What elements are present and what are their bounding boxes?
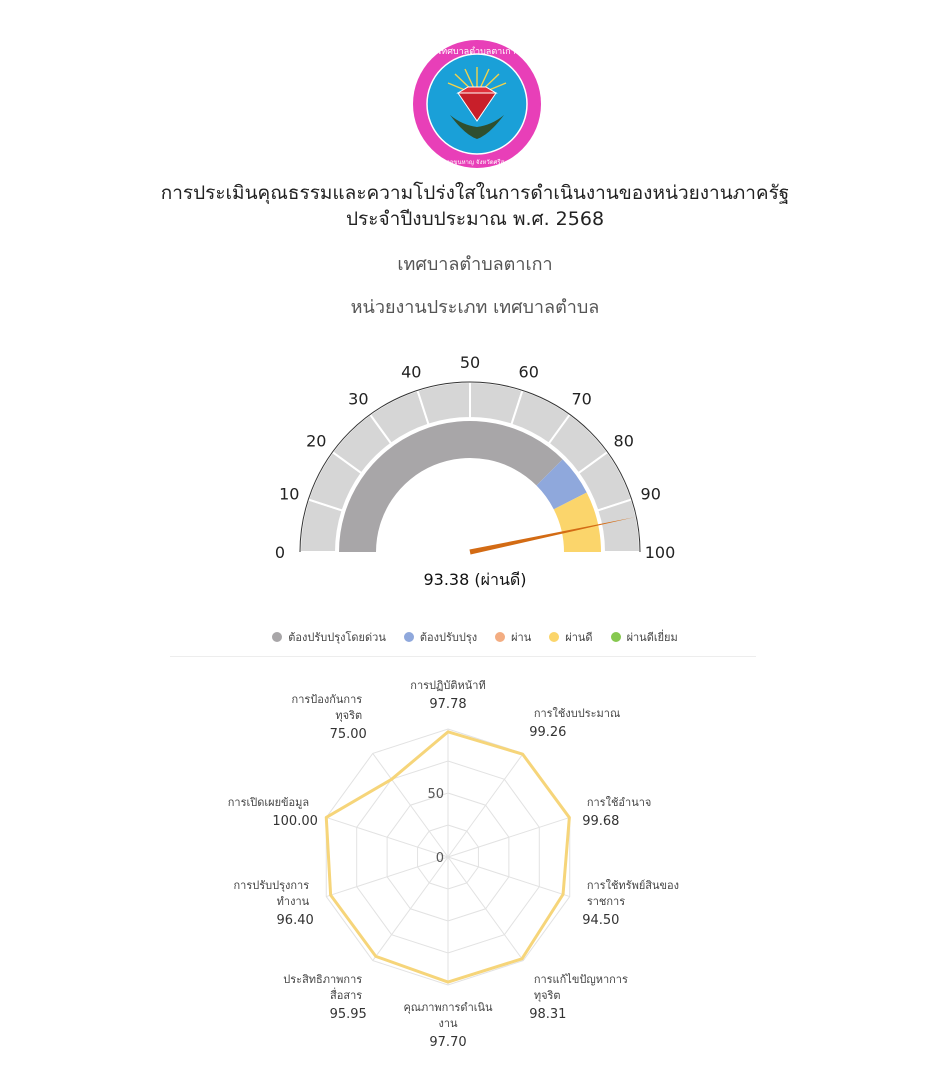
radar-axis-label (410, 680, 485, 712)
legend-item[interactable] (272, 628, 386, 646)
radar-axis-name: การใช้ทรัพย์สินของ (586, 879, 680, 893)
radar-axis-name: การใช้อำนาจ (586, 795, 652, 809)
radar-axis-name: งาน (438, 1017, 458, 1030)
legend-item[interactable] (495, 628, 531, 646)
radar-axis-value: 99.26 (529, 724, 567, 740)
legend-dot (611, 632, 621, 642)
gauge-tick-label: 50 (459, 353, 481, 372)
radar-axis-value: 97.78 (429, 697, 467, 712)
divider (170, 656, 756, 657)
radar-axis-name: ประสิทธิภาพการ (283, 973, 363, 987)
radar-axis-name: การป้องกันการ (291, 692, 363, 706)
gauge-legend (0, 628, 950, 646)
legend-label: ผ่าน (511, 631, 532, 644)
radar-axis-value: 75.00 (329, 726, 367, 742)
gauge-tick-label: 20 (306, 431, 327, 451)
legend-item[interactable] (549, 628, 592, 646)
radar-axis-label (529, 707, 620, 740)
radar-axis-label (582, 879, 679, 928)
score-gauge (270, 345, 690, 565)
radar-axis-value: 95.95 (329, 1007, 367, 1023)
municipality-logo (410, 37, 544, 171)
svg-text:เทศบาลตำบลตาเกา: เทศบาลตำบลตาเกา (438, 47, 516, 57)
legend-label: ต้องปรับปรุง (419, 631, 478, 644)
legend-label: ผ่านดี (565, 631, 593, 644)
radar-axis-label (228, 796, 318, 829)
legend-label: ผ่านดีเยี่ยม (626, 631, 678, 644)
radar-axis-label (292, 693, 367, 742)
radar-axis-name: สื่อสาร (330, 989, 363, 1003)
radar-axis-name: ทำงาน (276, 895, 310, 909)
radar-spoke (448, 857, 523, 961)
gauge-tick-label: 40 (401, 362, 422, 382)
legend-dot (495, 632, 505, 642)
legend-dot (404, 632, 414, 642)
radar-axis-name: การปฏิบัติหน้าที่ (410, 680, 486, 692)
gauge-tick-label: 100 (644, 543, 676, 562)
organization-name: เทศบาลตำบลตาเกา (397, 254, 553, 275)
organization-type: หน่วยงานประเภท เทศบาลตำบล (350, 297, 600, 318)
title-line-2: ประจำปีงบประมาณ พ.ศ. 2568 (345, 208, 605, 230)
radar-axis-name: ทุจริต (533, 989, 561, 1003)
legend-dot (549, 632, 559, 642)
legend-item[interactable] (404, 628, 477, 646)
radar-axis-value: 98.31 (529, 1007, 567, 1023)
radar-axis-name: คุณภาพการดำเนิน (403, 1001, 493, 1014)
radar-axis-value: 97.70 (429, 1035, 467, 1050)
radar-axis-value: 99.68 (582, 813, 620, 829)
page-title (0, 180, 950, 232)
radar-axis-value: 94.50 (582, 913, 620, 929)
svg-text:อำเภอขุนหาญ จังหวัดศรีสะเกษ: อำเภอขุนหาญ จังหวัดศรีสะเกษ (436, 159, 518, 166)
radar-axis-label (403, 1001, 493, 1050)
gauge-result-label: 93.38 (ผ่านดี) (423, 570, 527, 589)
legend-item[interactable] (611, 628, 678, 646)
legend-dot (272, 632, 282, 642)
radar-axis-label (283, 973, 367, 1022)
radar-tick-label: 0 (435, 851, 444, 866)
gauge-tick-label: 60 (518, 362, 539, 382)
radar-axis-value: 100.00 (272, 813, 318, 829)
gauge-tick-label: 30 (348, 389, 369, 409)
radar-axis-name: การปรับปรุงการ (233, 879, 310, 893)
radar-axis-name: การใช้งบประมาณ (533, 706, 621, 720)
gauge-tick-label: 70 (571, 389, 592, 409)
radar-axis-name: ทุจริต (335, 708, 363, 722)
legend-label: ต้องปรับปรุงโดยด่วน (288, 631, 386, 644)
radar-axis-label (582, 796, 651, 829)
radar-spoke (448, 753, 523, 857)
radar-axis-name: การเปิดเผยข้อมูล (227, 795, 310, 809)
radar-chart (200, 680, 720, 1080)
radar-axis-label (529, 973, 628, 1022)
radar-axis-name: ราชการ (586, 895, 626, 909)
radar-spoke (373, 753, 448, 857)
title-line-1: การประเมินคุณธรรมและความโปร่งใสในการดำเนินงานของหน่วยงานภาครัฐ (160, 182, 790, 204)
gauge-tick-label: 0 (274, 543, 286, 562)
radar-axis-label (234, 879, 314, 928)
gauge-tick-label: 90 (640, 484, 661, 504)
gauge-tick-label: 10 (279, 484, 300, 504)
radar-spoke (373, 857, 448, 961)
radar-axis-value: 96.40 (276, 913, 314, 929)
gauge-tick-label: 80 (613, 431, 634, 451)
radar-axis-name: การแก้ไขปัญหาการ (533, 973, 628, 987)
radar-tick-label: 50 (427, 787, 444, 802)
